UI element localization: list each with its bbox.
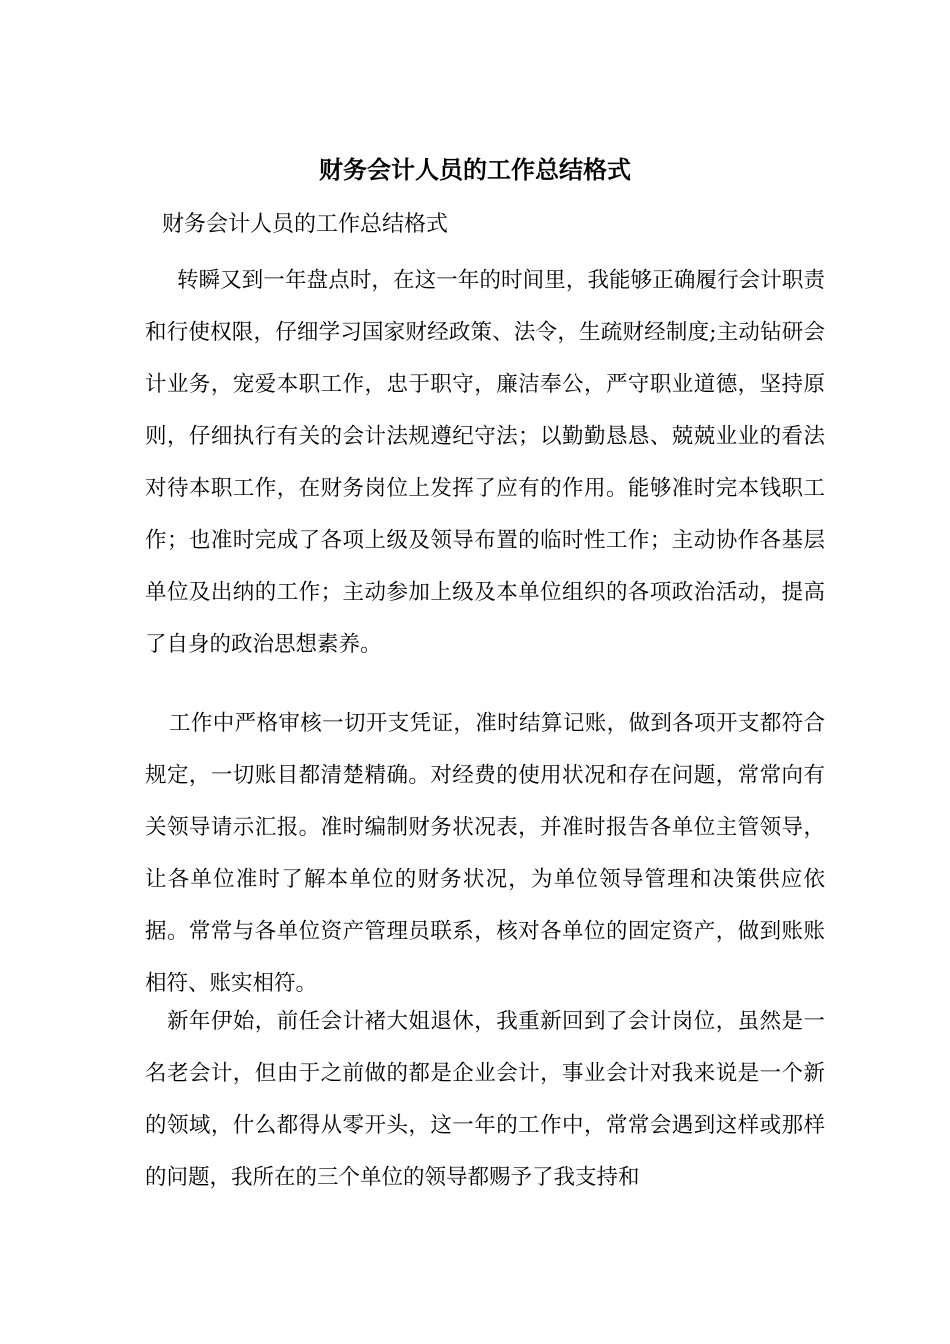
document-title: 财务会计人员的工作总结格式 (319, 155, 631, 184)
paragraph-2: 工作中严格审核一切开支凭证，准时结算记账，做到各项开支都符合规定，一切账目都清楚精确。对经费的使用状况和存在问题，常常向有关领导请示汇报。准时编制财务状况表，并准时报告各单位主管领导，让各单位准时了解本单位的财务状况，为单位领导管理和决策供应依据。常常与各单位资产管理员联系，核对各单位的固定资产，做到账账相符、账实相符。 (145, 711, 825, 996)
paragraph-3: 新年伊始，前任会计褚大姐退休，我重新回到了会计岗位，虽然是一名老会计，但由于之前做的都是企业会计，事业会计对我来说是一个新的领域，什么都得从零开头，这一年的工作中，常常会遇到这样或那样的问题，我所在的三个单位的领导都赐予了我支持和 (145, 1009, 825, 1190)
paragraph-1: 转瞬又到一年盘点时，在这一年的时间里，我能够正确履行会计职责和行使权限，仔细学习国家财经政策、法令，生疏财经制度;主动钻研会计业务，宠爱本职工作，忠于职守，廉洁奉公，严守职业道德，坚持原则，仔细执行有关的会计法规遵纪守法；以勤勤恳恳、兢兢业业的看法对待本职工作，在财务岗位上发挥了应有的作用。能够准时完本钱职工作；也准时完成了各项上级及领导布置的临时性工作；主动协作各基层单位及出纳的工作；主动参加上级及本单位组织的各项政治活动，提高了自身的政治思想素养。 (145, 268, 825, 657)
document-subtitle: 财务会计人员的工作总结格式 (162, 212, 449, 237)
